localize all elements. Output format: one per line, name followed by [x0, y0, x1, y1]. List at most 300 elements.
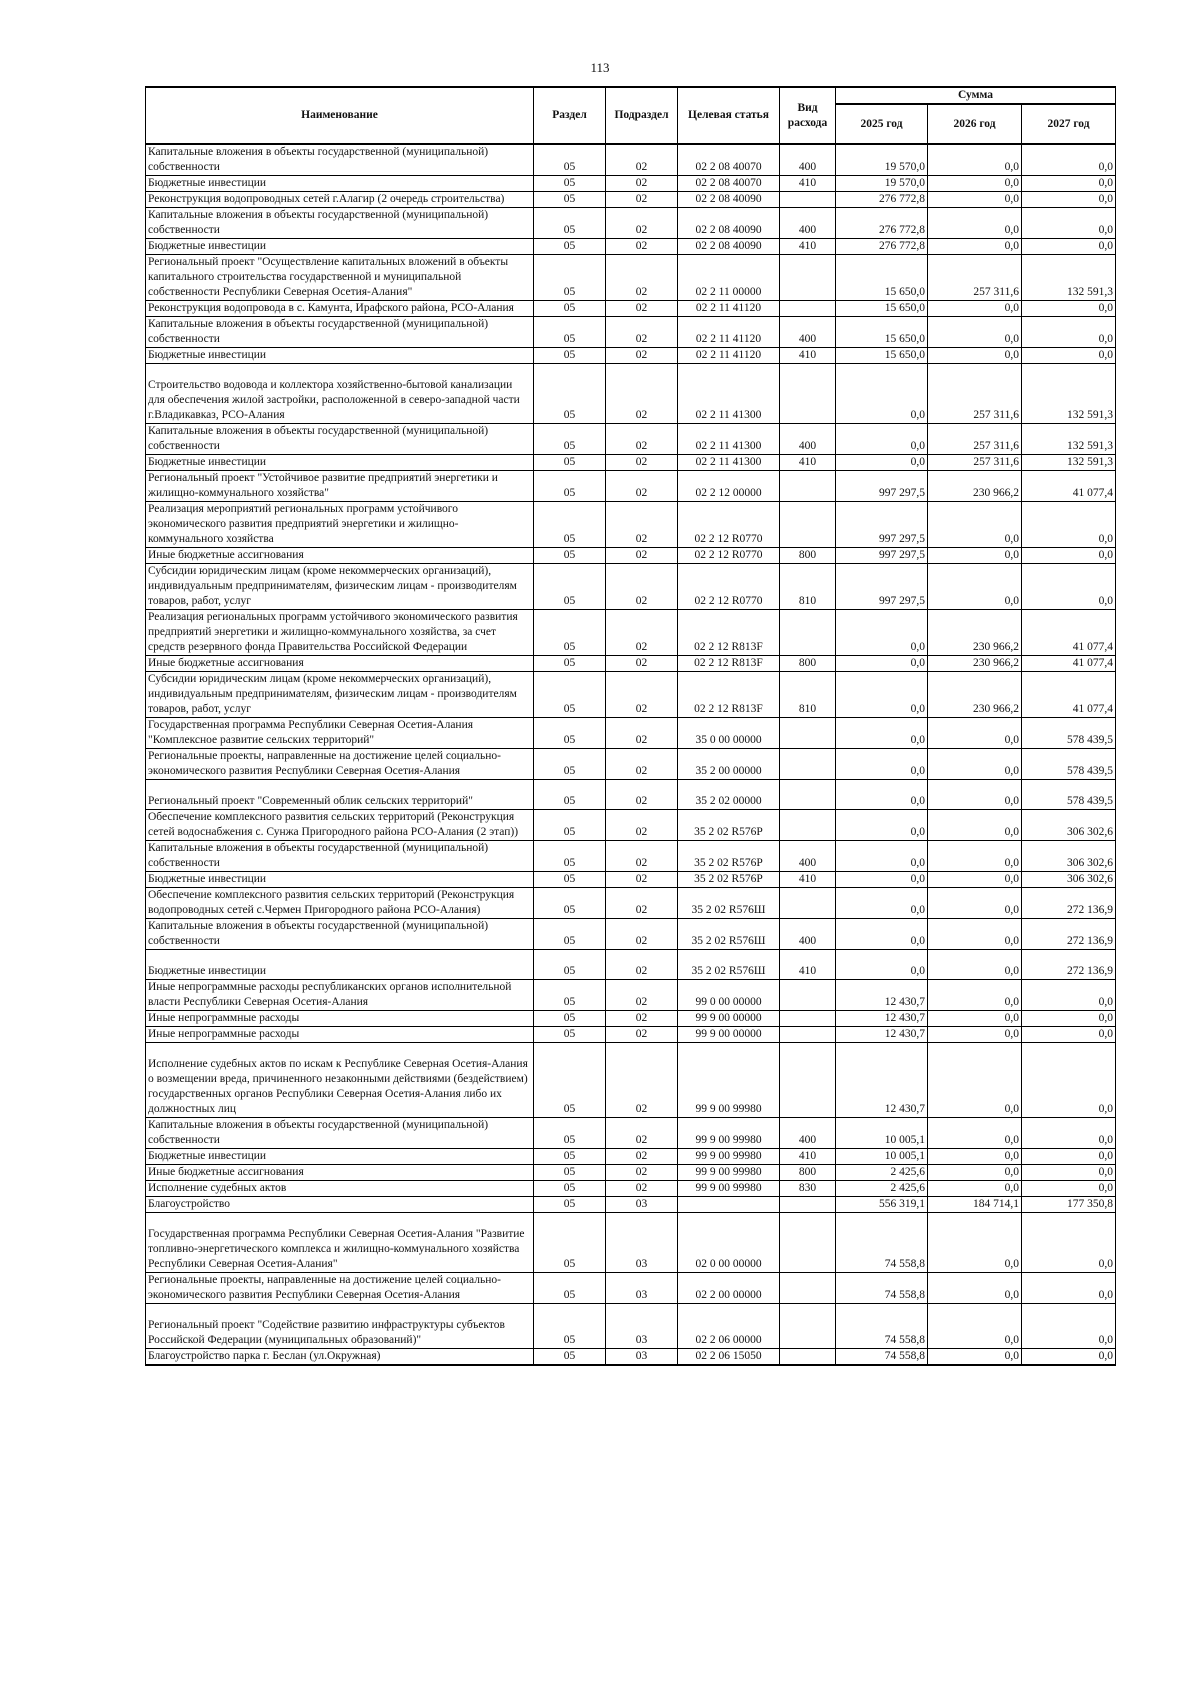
- row-section: 05: [534, 364, 606, 424]
- row-section: 05: [534, 1304, 606, 1349]
- row-target: 35 2 02 R576P: [678, 872, 780, 888]
- row-name: Региональный проект "Устойчивое развитие предприятий энергетики и жилищно-коммунального хозяйства": [146, 471, 534, 502]
- row-name: Реконструкция водопроводных сетей г.Алагир (2 очередь строительства): [146, 192, 534, 208]
- row-target: 35 2 02 R576Ш: [678, 950, 780, 980]
- row-subsection: 02: [606, 718, 678, 749]
- table-row: [146, 780, 1116, 810]
- table-row: [146, 1043, 1116, 1118]
- row-subsection: 02: [606, 502, 678, 548]
- header-name: Наименование: [146, 87, 534, 144]
- row-name: Бюджетные инвестиции: [146, 950, 534, 980]
- row-sum-2025: 0,0: [836, 749, 928, 780]
- row-sum-2027: 0,0: [1022, 1181, 1116, 1197]
- row-name: Исполнение судебных актов по искам к Республике Северная Осетия-Алания о возмещении вреда, причиненного незаконными действиями (бездействием) государственных органов Республики Северная Осетия-Алания либо их должностных лиц: [146, 1043, 534, 1118]
- row-name: Капитальные вложения в объекты государственной (муниципальной) собственности: [146, 841, 534, 872]
- row-sum-2026: 0,0: [928, 1165, 1022, 1181]
- row-target: 02 2 12 R813F: [678, 672, 780, 718]
- row-sum-2025: 0,0: [836, 610, 928, 656]
- row-kind: 410: [780, 872, 836, 888]
- row-subsection: 02: [606, 841, 678, 872]
- row-target: [678, 1197, 780, 1213]
- row-sum-2027: 41 077,4: [1022, 656, 1116, 672]
- row-target: 35 2 02 R576Ш: [678, 919, 780, 950]
- table-row: [146, 872, 1116, 888]
- row-target: 02 2 06 00000: [678, 1304, 780, 1349]
- row-section: 05: [534, 1349, 606, 1366]
- row-sum-2027: 0,0: [1022, 1273, 1116, 1304]
- row-section: 05: [534, 424, 606, 455]
- table-row: [146, 980, 1116, 1011]
- row-name: Региональный проект "Осуществление капитальных вложений в объекты капитального строительства государственной и муниципальной собственности Республики Северная Осетия-Алания": [146, 255, 534, 301]
- row-kind: [780, 1011, 836, 1027]
- row-target: 99 9 00 99980: [678, 1043, 780, 1118]
- row-section: 05: [534, 317, 606, 348]
- row-sum-2027: 0,0: [1022, 1349, 1116, 1366]
- row-section: 05: [534, 564, 606, 610]
- row-subsection: 02: [606, 564, 678, 610]
- row-target: 02 2 11 41300: [678, 424, 780, 455]
- table-row: [146, 192, 1116, 208]
- row-sum-2027: 132 591,3: [1022, 364, 1116, 424]
- row-target: 02 2 11 41300: [678, 364, 780, 424]
- row-subsection: 02: [606, 348, 678, 364]
- row-kind: [780, 255, 836, 301]
- row-sum-2025: 276 772,8: [836, 192, 928, 208]
- row-sum-2026: 0,0: [928, 348, 1022, 364]
- row-section: 05: [534, 301, 606, 317]
- row-sum-2025: 0,0: [836, 455, 928, 471]
- row-kind: [780, 810, 836, 841]
- row-target: 02 2 00 00000: [678, 1273, 780, 1304]
- row-sum-2027: 306 302,6: [1022, 810, 1116, 841]
- row-sum-2025: 0,0: [836, 364, 928, 424]
- row-sum-2026: 0,0: [928, 718, 1022, 749]
- row-name: Иные непрограммные расходы: [146, 1027, 534, 1043]
- row-name: Обеспечение комплексного развития сельских территорий (Реконструкция водопроводных сетей с.Чермен Пригородного района РСО-Алания): [146, 888, 534, 919]
- row-section: 05: [534, 780, 606, 810]
- row-target: 99 9 00 00000: [678, 1011, 780, 1027]
- table-body: [146, 144, 1116, 1365]
- row-kind: [780, 888, 836, 919]
- row-sum-2025: 10 005,1: [836, 1118, 928, 1149]
- row-sum-2026: 0,0: [928, 1349, 1022, 1366]
- row-sum-2026: 184 714,1: [928, 1197, 1022, 1213]
- row-section: 05: [534, 192, 606, 208]
- row-kind: [780, 980, 836, 1011]
- row-sum-2026: 0,0: [928, 301, 1022, 317]
- row-section: 05: [534, 1197, 606, 1213]
- row-sum-2027: 41 077,4: [1022, 672, 1116, 718]
- row-sum-2027: 272 136,9: [1022, 950, 1116, 980]
- table-row: [146, 502, 1116, 548]
- row-name: Капитальные вложения в объекты государственной (муниципальной) собственности: [146, 144, 534, 176]
- row-sum-2027: 0,0: [1022, 1118, 1116, 1149]
- row-target: 02 2 08 40090: [678, 192, 780, 208]
- row-section: 05: [534, 872, 606, 888]
- row-subsection: 02: [606, 1149, 678, 1165]
- row-subsection: 02: [606, 1181, 678, 1197]
- table-row: [146, 950, 1116, 980]
- row-target: 02 2 11 00000: [678, 255, 780, 301]
- row-subsection: 02: [606, 749, 678, 780]
- row-section: 05: [534, 239, 606, 255]
- row-sum-2025: 15 650,0: [836, 301, 928, 317]
- row-sum-2026: 0,0: [928, 1011, 1022, 1027]
- row-sum-2027: 306 302,6: [1022, 841, 1116, 872]
- row-sum-2025: 276 772,8: [836, 239, 928, 255]
- row-name: Реконструкция водопровода в с. Камунта, Ирафского района, РСО-Алания: [146, 301, 534, 317]
- row-name: Реализация мероприятий региональных программ устойчивого экономического развития предприятий энергетики и жилищно-коммунального хозяйства: [146, 502, 534, 548]
- row-sum-2027: 0,0: [1022, 208, 1116, 239]
- row-name: Бюджетные инвестиции: [146, 872, 534, 888]
- row-subsection: 02: [606, 980, 678, 1011]
- table-row: [146, 144, 1116, 176]
- row-section: 05: [534, 208, 606, 239]
- row-sum-2027: 0,0: [1022, 348, 1116, 364]
- row-sum-2027: 0,0: [1022, 301, 1116, 317]
- row-sum-2025: 0,0: [836, 810, 928, 841]
- row-sum-2027: 272 136,9: [1022, 888, 1116, 919]
- row-target: 02 0 00 00000: [678, 1213, 780, 1273]
- row-target: 99 9 00 99980: [678, 1118, 780, 1149]
- row-target: 02 2 12 R0770: [678, 564, 780, 610]
- row-subsection: 02: [606, 144, 678, 176]
- row-sum-2026: 0,0: [928, 872, 1022, 888]
- table-row: [146, 888, 1116, 919]
- header-2027: 2027 год: [1022, 104, 1116, 144]
- row-sum-2026: 0,0: [928, 980, 1022, 1011]
- row-name: Капитальные вложения в объекты государственной (муниципальной) собственности: [146, 1118, 534, 1149]
- table-row: [146, 1149, 1116, 1165]
- row-name: Иные бюджетные ассигнования: [146, 548, 534, 564]
- row-name: Бюджетные инвестиции: [146, 455, 534, 471]
- row-target: 99 9 00 99980: [678, 1149, 780, 1165]
- row-sum-2025: 0,0: [836, 672, 928, 718]
- table-row: [146, 1197, 1116, 1213]
- row-name: Субсидии юридическим лицам (кроме некоммерческих организаций), индивидуальным предпринимателям, физическим лицам - производителям товаров, работ, услуг: [146, 672, 534, 718]
- row-sum-2025: 0,0: [836, 888, 928, 919]
- header-2026: 2026 год: [928, 104, 1022, 144]
- row-name: Бюджетные инвестиции: [146, 239, 534, 255]
- row-section: 05: [534, 810, 606, 841]
- row-sum-2026: 0,0: [928, 780, 1022, 810]
- row-sum-2025: 74 558,8: [836, 1349, 928, 1366]
- row-sum-2027: 0,0: [1022, 317, 1116, 348]
- row-name: Иные бюджетные ассигнования: [146, 1165, 534, 1181]
- row-sum-2027: 0,0: [1022, 980, 1116, 1011]
- table-row: [146, 348, 1116, 364]
- row-subsection: 02: [606, 455, 678, 471]
- row-target: 02 2 11 41300: [678, 455, 780, 471]
- row-section: 05: [534, 455, 606, 471]
- row-name: Капитальные вложения в объекты государственной (муниципальной) собственности: [146, 317, 534, 348]
- row-sum-2026: 230 966,2: [928, 610, 1022, 656]
- row-section: 05: [534, 502, 606, 548]
- row-sum-2026: 0,0: [928, 749, 1022, 780]
- table-row: [146, 1181, 1116, 1197]
- row-section: 05: [534, 1043, 606, 1118]
- row-target: 02 2 12 00000: [678, 471, 780, 502]
- table-row: [146, 564, 1116, 610]
- row-sum-2027: 41 077,4: [1022, 471, 1116, 502]
- row-kind: 400: [780, 1118, 836, 1149]
- row-subsection: 02: [606, 810, 678, 841]
- row-subsection: 02: [606, 1118, 678, 1149]
- row-sum-2027: 0,0: [1022, 1304, 1116, 1349]
- table-row: [146, 176, 1116, 192]
- row-sum-2026: 0,0: [928, 1043, 1022, 1118]
- row-subsection: 02: [606, 672, 678, 718]
- row-section: 05: [534, 144, 606, 176]
- row-kind: 800: [780, 1165, 836, 1181]
- row-name: Региональный проект "Содействие развитию инфраструктуры субъектов Российской Федерации (муниципальных образований)": [146, 1304, 534, 1349]
- row-subsection: 02: [606, 780, 678, 810]
- row-section: 05: [534, 888, 606, 919]
- row-kind: [780, 502, 836, 548]
- row-sum-2025: 19 570,0: [836, 144, 928, 176]
- row-section: 05: [534, 1213, 606, 1273]
- table-row: [146, 455, 1116, 471]
- row-name: Реализация региональных программ устойчивого экономического развития предприятий энергетики и жилищно-коммунального хозяйства, за счет средств резервного фонда Правительства Российской Федерации: [146, 610, 534, 656]
- header-sum: Сумма: [836, 87, 1116, 104]
- row-subsection: 02: [606, 919, 678, 950]
- table-row: [146, 1027, 1116, 1043]
- row-sum-2027: 0,0: [1022, 1043, 1116, 1118]
- row-subsection: 02: [606, 192, 678, 208]
- row-sum-2027: 306 302,6: [1022, 872, 1116, 888]
- row-sum-2026: 0,0: [928, 1304, 1022, 1349]
- row-sum-2026: 257 311,6: [928, 455, 1022, 471]
- row-sum-2025: 12 430,7: [836, 980, 928, 1011]
- row-sum-2025: 15 650,0: [836, 255, 928, 301]
- row-sum-2027: 0,0: [1022, 1011, 1116, 1027]
- row-target: 99 0 00 00000: [678, 980, 780, 1011]
- row-kind: [780, 749, 836, 780]
- row-kind: [780, 610, 836, 656]
- row-target: 35 2 02 R576P: [678, 841, 780, 872]
- row-subsection: 02: [606, 610, 678, 656]
- table-row: [146, 1165, 1116, 1181]
- row-sum-2027: 0,0: [1022, 176, 1116, 192]
- row-name: Субсидии юридическим лицам (кроме некоммерческих организаций), индивидуальным предпринимателям, физическим лицам - производителям товаров, работ, услуг: [146, 564, 534, 610]
- row-sum-2025: 0,0: [836, 872, 928, 888]
- row-sum-2026: 0,0: [928, 317, 1022, 348]
- row-name: Государственная программа Республики Северная Осетия-Алания "Развитие топливно-энергетического комплекса и жилищно-коммунального хозяйства Республики Северная Осетия-Алания": [146, 1213, 534, 1273]
- row-sum-2027: 41 077,4: [1022, 610, 1116, 656]
- row-kind: 400: [780, 208, 836, 239]
- row-name: Обеспечение комплексного развития сельских территорий (Реконструкция сетей водоснабжения с. Сунжа Пригородного района РСО-Алания (2 этап)): [146, 810, 534, 841]
- row-sum-2026: 0,0: [928, 176, 1022, 192]
- table-row: [146, 1011, 1116, 1027]
- row-sum-2026: 0,0: [928, 208, 1022, 239]
- row-sum-2026: 0,0: [928, 841, 1022, 872]
- row-kind: [780, 1027, 836, 1043]
- row-sum-2027: 0,0: [1022, 1149, 1116, 1165]
- row-sum-2026: 230 966,2: [928, 471, 1022, 502]
- row-name: Региональный проект "Современный облик сельских территорий": [146, 780, 534, 810]
- row-sum-2025: 997 297,5: [836, 548, 928, 564]
- row-target: 99 9 00 00000: [678, 1027, 780, 1043]
- row-name: Бюджетные инвестиции: [146, 176, 534, 192]
- table-row: [146, 364, 1116, 424]
- row-name: Иные непрограммные расходы республиканских органов исполнительной власти Республики Северная Осетия-Алания: [146, 980, 534, 1011]
- row-target: 02 2 06 15050: [678, 1349, 780, 1366]
- row-subsection: 02: [606, 301, 678, 317]
- row-kind: 810: [780, 564, 836, 610]
- row-kind: [780, 301, 836, 317]
- row-section: 05: [534, 980, 606, 1011]
- row-sum-2027: 177 350,8: [1022, 1197, 1116, 1213]
- row-kind: [780, 1304, 836, 1349]
- row-target: 02 2 12 R813F: [678, 610, 780, 656]
- row-sum-2026: 0,0: [928, 144, 1022, 176]
- row-target: 99 9 00 99980: [678, 1181, 780, 1197]
- row-sum-2026: 0,0: [928, 1273, 1022, 1304]
- row-kind: [780, 1043, 836, 1118]
- row-subsection: 02: [606, 872, 678, 888]
- row-subsection: 02: [606, 208, 678, 239]
- row-sum-2025: 997 297,5: [836, 564, 928, 610]
- row-sum-2025: 0,0: [836, 656, 928, 672]
- row-kind: 400: [780, 841, 836, 872]
- row-target: 35 2 02 R576P: [678, 810, 780, 841]
- row-subsection: 02: [606, 176, 678, 192]
- header-section: Раздел: [534, 87, 606, 144]
- row-name: Иные непрограммные расходы: [146, 1011, 534, 1027]
- header-kind: Вид расхода: [780, 87, 836, 144]
- budget-table: [145, 86, 1116, 1366]
- row-sum-2025: 74 558,8: [836, 1213, 928, 1273]
- row-section: 05: [534, 1165, 606, 1181]
- row-sum-2025: 12 430,7: [836, 1027, 928, 1043]
- row-sum-2027: 0,0: [1022, 239, 1116, 255]
- header-subsection: Подраздел: [606, 87, 678, 144]
- row-name: Благоустройство: [146, 1197, 534, 1213]
- row-sum-2027: 0,0: [1022, 1165, 1116, 1181]
- row-name: Бюджетные инвестиции: [146, 348, 534, 364]
- row-name: Строительство водовода и коллектора хозяйственно-бытовой канализации для обеспечения жилой застройки, расположенной в северо-западной части г.Владикавказ, РСО-Алания: [146, 364, 534, 424]
- row-section: 05: [534, 610, 606, 656]
- table-row: [146, 548, 1116, 564]
- row-kind: 800: [780, 548, 836, 564]
- row-section: 05: [534, 1011, 606, 1027]
- row-subsection: 03: [606, 1349, 678, 1366]
- row-subsection: 02: [606, 424, 678, 455]
- row-sum-2026: 0,0: [928, 564, 1022, 610]
- table-row: [146, 1349, 1116, 1366]
- row-target: 35 0 00 00000: [678, 718, 780, 749]
- row-sum-2025: 276 772,8: [836, 208, 928, 239]
- header-target: Целевая статья: [678, 87, 780, 144]
- row-section: 05: [534, 1273, 606, 1304]
- row-target: 02 2 12 R0770: [678, 548, 780, 564]
- row-sum-2025: 2 425,6: [836, 1165, 928, 1181]
- row-target: 02 2 12 R0770: [678, 502, 780, 548]
- row-section: 05: [534, 656, 606, 672]
- row-subsection: 02: [606, 317, 678, 348]
- table-row: [146, 471, 1116, 502]
- row-name: Капитальные вложения в объекты государственной (муниципальной) собственности: [146, 919, 534, 950]
- row-subsection: 02: [606, 888, 678, 919]
- row-sum-2025: 0,0: [836, 950, 928, 980]
- row-name: Капитальные вложения в объекты государственной (муниципальной) собственности: [146, 208, 534, 239]
- row-sum-2027: 132 591,3: [1022, 455, 1116, 471]
- row-section: 05: [534, 471, 606, 502]
- table-row: [146, 255, 1116, 301]
- table-row: [146, 1304, 1116, 1349]
- row-section: 05: [534, 348, 606, 364]
- row-sum-2026: 0,0: [928, 1213, 1022, 1273]
- row-section: 05: [534, 749, 606, 780]
- row-subsection: 02: [606, 471, 678, 502]
- row-kind: [780, 1213, 836, 1273]
- row-subsection: 03: [606, 1304, 678, 1349]
- row-subsection: 02: [606, 1165, 678, 1181]
- row-sum-2025: 997 297,5: [836, 502, 928, 548]
- table-row: [146, 810, 1116, 841]
- row-section: 05: [534, 841, 606, 872]
- row-sum-2026: 0,0: [928, 1118, 1022, 1149]
- row-name: Бюджетные инвестиции: [146, 1149, 534, 1165]
- row-subsection: 02: [606, 950, 678, 980]
- row-kind: 410: [780, 1149, 836, 1165]
- row-subsection: 02: [606, 239, 678, 255]
- table-row: [146, 239, 1116, 255]
- row-kind: [780, 471, 836, 502]
- row-sum-2027: 0,0: [1022, 144, 1116, 176]
- row-sum-2025: 997 297,5: [836, 471, 928, 502]
- row-kind: 400: [780, 144, 836, 176]
- table-row: [146, 1118, 1116, 1149]
- row-sum-2026: 230 966,2: [928, 656, 1022, 672]
- table-row: [146, 656, 1116, 672]
- row-sum-2027: 578 439,5: [1022, 718, 1116, 749]
- row-sum-2027: 0,0: [1022, 502, 1116, 548]
- row-subsection: 03: [606, 1213, 678, 1273]
- table-row: [146, 672, 1116, 718]
- row-sum-2025: 2 425,6: [836, 1181, 928, 1197]
- row-sum-2026: 0,0: [928, 919, 1022, 950]
- row-section: 05: [534, 255, 606, 301]
- row-sum-2026: 0,0: [928, 1149, 1022, 1165]
- row-sum-2026: 0,0: [928, 950, 1022, 980]
- row-sum-2026: 0,0: [928, 548, 1022, 564]
- row-subsection: 02: [606, 1027, 678, 1043]
- row-section: 05: [534, 1149, 606, 1165]
- row-section: 05: [534, 718, 606, 749]
- row-subsection: 02: [606, 1011, 678, 1027]
- table-row: [146, 1213, 1116, 1273]
- row-section: 05: [534, 672, 606, 718]
- row-target: 02 2 11 41120: [678, 317, 780, 348]
- row-sum-2025: 74 558,8: [836, 1304, 928, 1349]
- row-sum-2026: 230 966,2: [928, 672, 1022, 718]
- row-target: 02 2 08 40090: [678, 239, 780, 255]
- row-sum-2026: 0,0: [928, 1181, 1022, 1197]
- table-row: [146, 718, 1116, 749]
- row-section: 05: [534, 176, 606, 192]
- table-row: [146, 301, 1116, 317]
- row-kind: 830: [780, 1181, 836, 1197]
- row-name: Государственная программа Республики Северная Осетия-Алания "Комплексное развитие сельских территорий": [146, 718, 534, 749]
- row-sum-2026: 257 311,6: [928, 255, 1022, 301]
- row-kind: [780, 1197, 836, 1213]
- table-row: [146, 1273, 1116, 1304]
- row-sum-2025: 0,0: [836, 841, 928, 872]
- row-sum-2025: 15 650,0: [836, 317, 928, 348]
- row-target: 02 2 11 41120: [678, 301, 780, 317]
- row-sum-2025: 15 650,0: [836, 348, 928, 364]
